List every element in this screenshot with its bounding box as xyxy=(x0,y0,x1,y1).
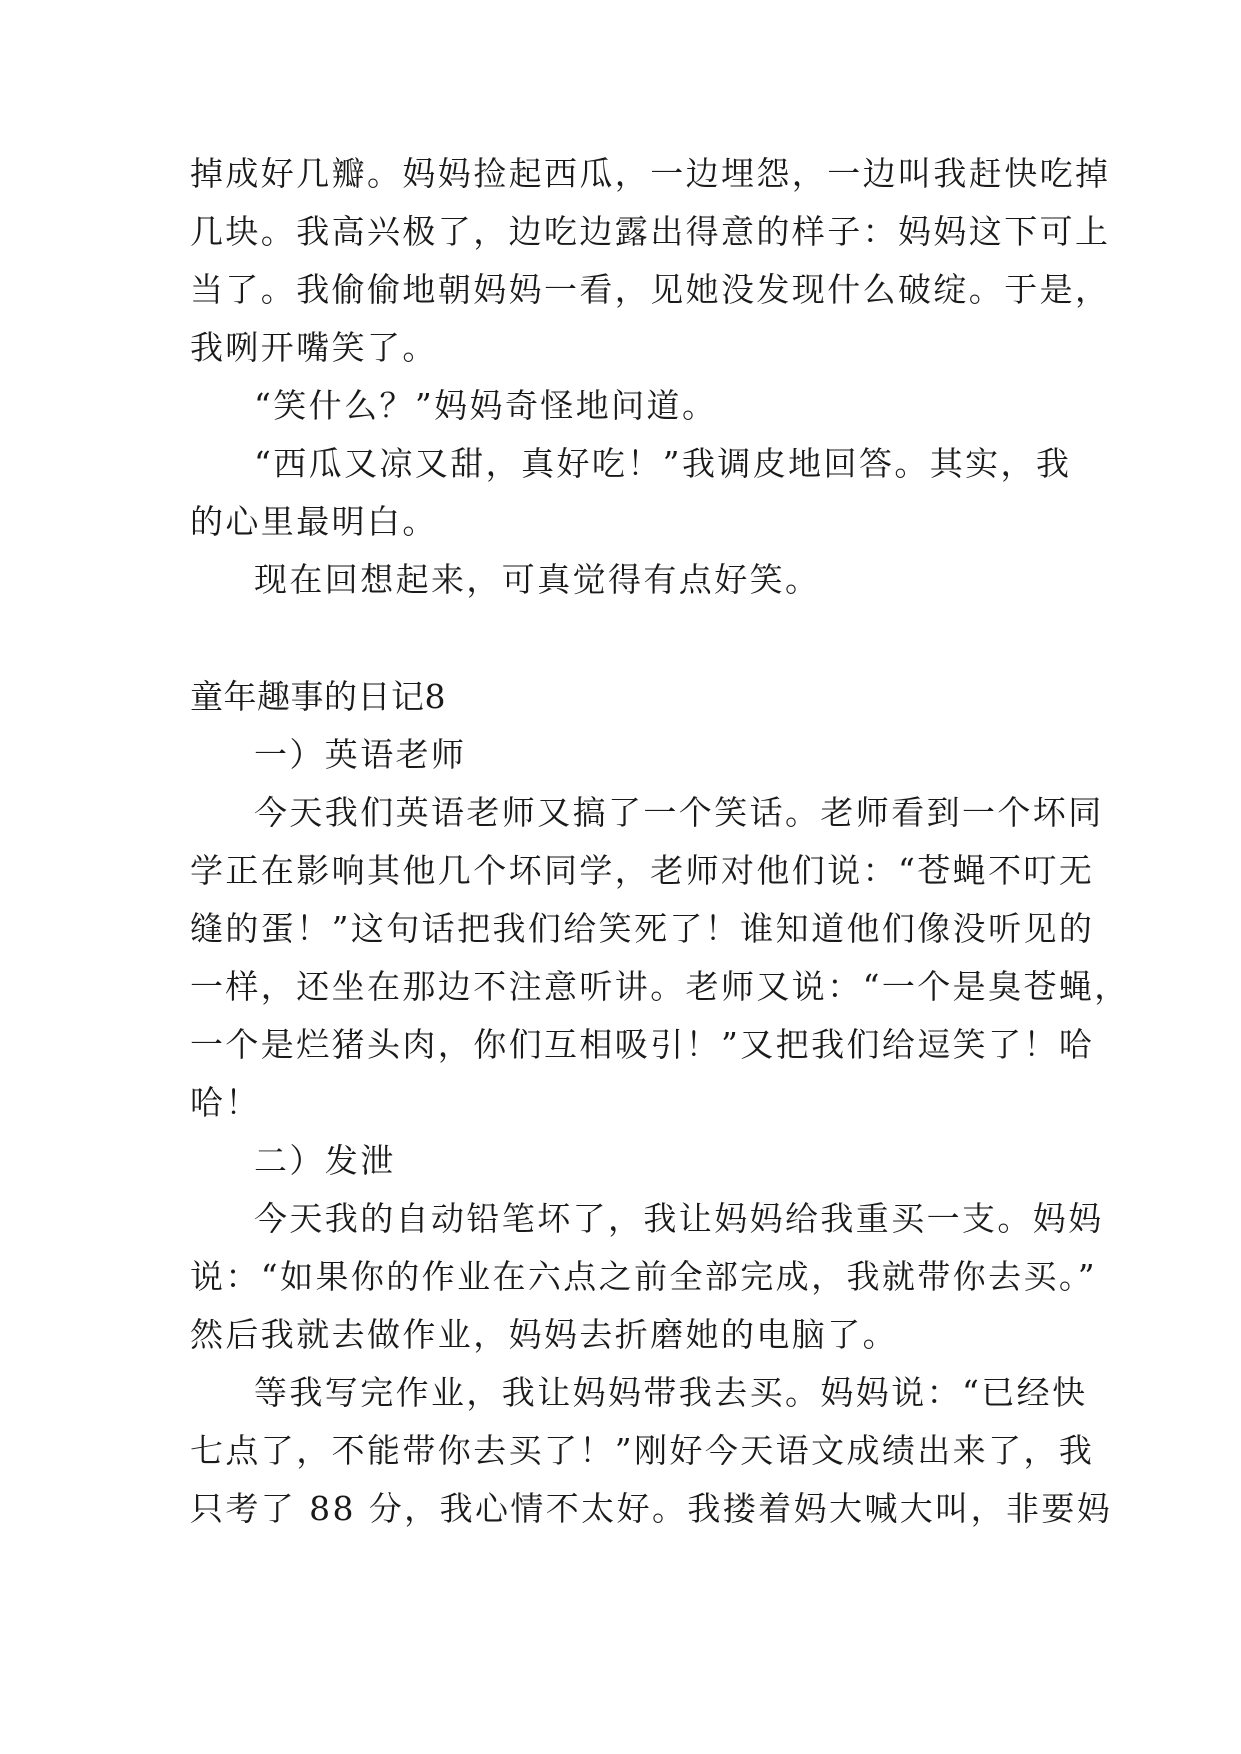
text-line: 七点了，不能带你去买了！”刚好今天语文成绩出来了，我 xyxy=(190,1431,1095,1470)
text-line: 一样，还坐在那边不注意听讲。老师又说：“一个是臭苍蝇， xyxy=(190,967,1130,1006)
subsection-heading: 二）发泄 xyxy=(254,1141,396,1180)
text-line: 掉成好几瓣。妈妈捡起西瓜，一边埋怨，一边叫我赶快吃掉 xyxy=(190,154,1111,193)
text-line: 现在回想起来，可真觉得有点好笑。 xyxy=(254,560,821,599)
section-heading: 童年趣事的日记8 xyxy=(190,677,446,716)
text-line: 说：“如果你的作业在六点之前全部完成，我就带你去买。” xyxy=(190,1257,1098,1296)
text-line: 然后我就去做作业，妈妈去折磨她的电脑了。 xyxy=(190,1315,898,1354)
text-line: 我咧开嘴笑了。 xyxy=(190,328,438,367)
text-line: 等我写完作业，我让妈妈带我去买。妈妈说：“已经快 xyxy=(254,1373,1088,1412)
subsection-heading: 一）英语老师 xyxy=(254,735,467,774)
text-line: 几块。我高兴极了，边吃边露出得意的样子：妈妈这下可上 xyxy=(190,212,1111,251)
text-line: 学正在影响其他几个坏同学，老师对他们说：“苍蝇不叮无 xyxy=(190,851,1095,890)
text-line: 今天我的自动铅笔坏了，我让妈妈给我重买一支。妈妈 xyxy=(254,1199,1104,1238)
text-line: “笑什么？”妈妈奇怪地问道。 xyxy=(254,386,718,425)
text-line: 今天我们英语老师又搞了一个笑话。老师看到一个坏同 xyxy=(254,793,1104,832)
text-line: 当了。我偷偷地朝妈妈一看，见她没发现什么破绽。于是， xyxy=(190,270,1111,309)
text-line: “西瓜又凉又甜，真好吃！”我调皮地回答。其实，我 xyxy=(254,444,1072,483)
text-line: 一个是烂猪头肉，你们互相吸引！”又把我们给逗笑了！哈 xyxy=(190,1025,1095,1064)
text-line: 的心里最明白。 xyxy=(190,502,438,541)
text-line: 哈！ xyxy=(190,1083,261,1122)
text-line: 缝的蛋！”这句话把我们给笑死了！谁知道他们像没听见的 xyxy=(190,909,1095,948)
text-line: 只考了 88 分，我心情不太好。我搂着妈大喊大叫，非要妈 xyxy=(190,1489,1113,1528)
